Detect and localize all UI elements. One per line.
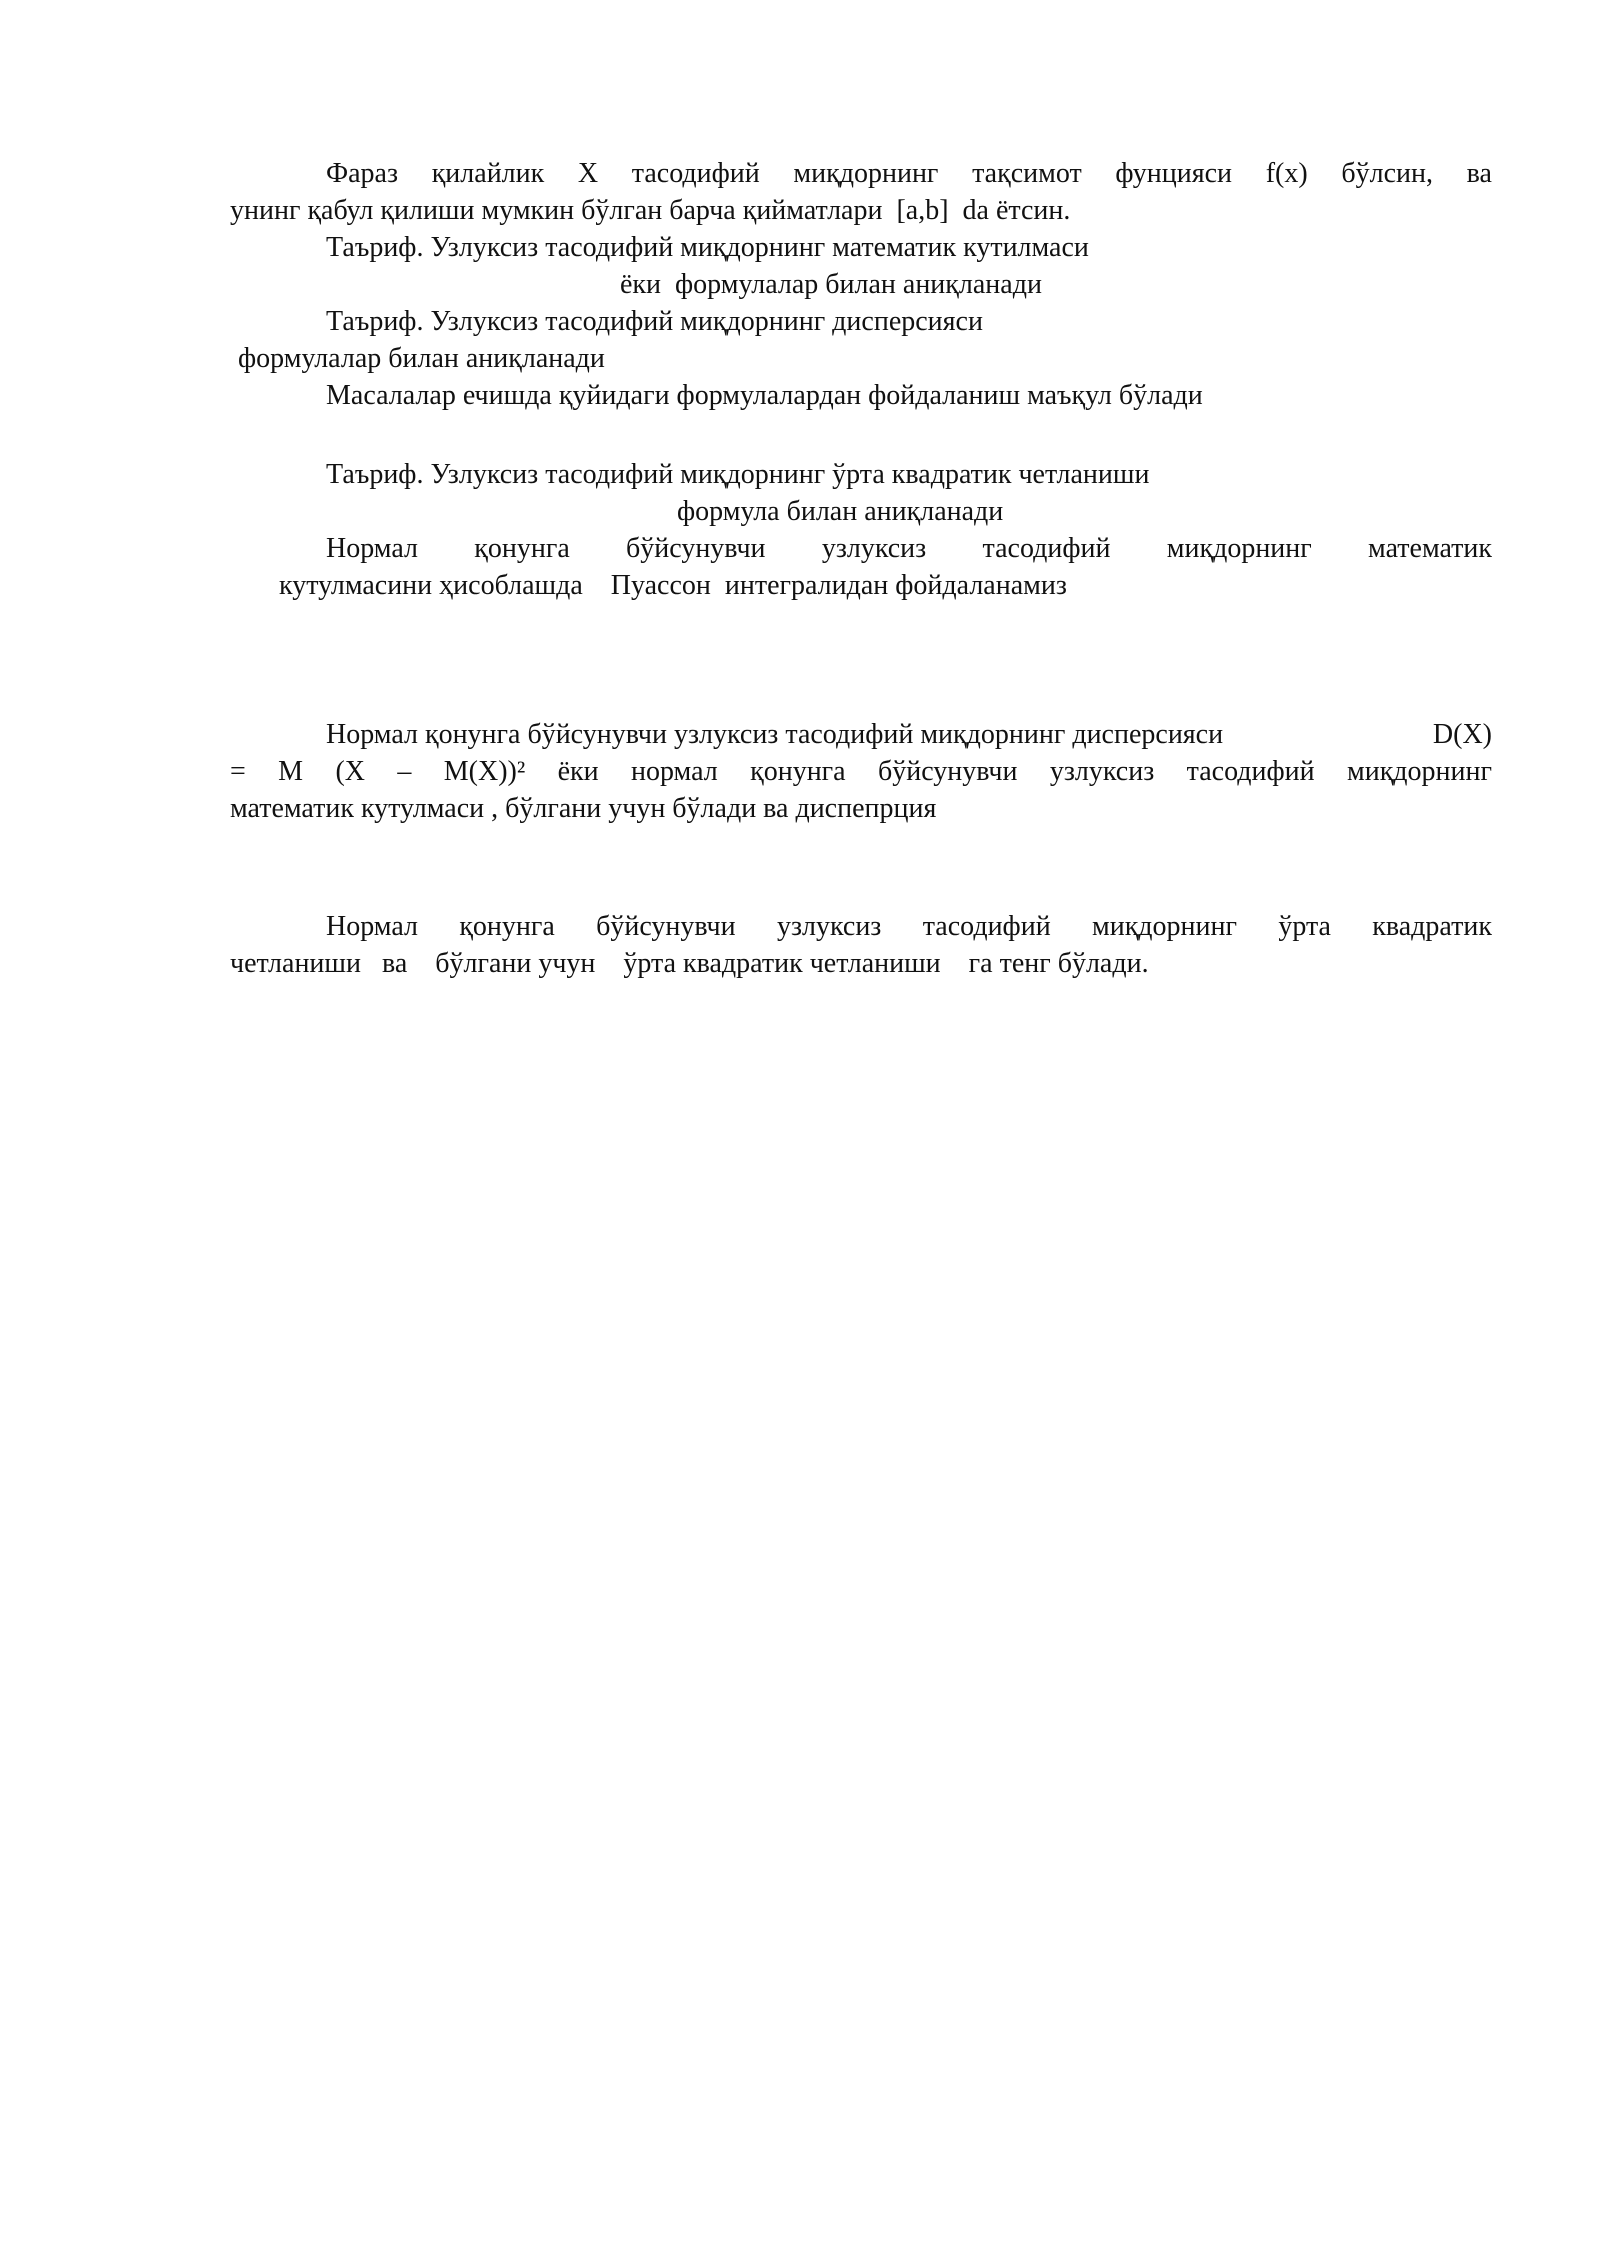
word: ўрта	[1278, 911, 1331, 942]
paragraph-3-line-1	[326, 716, 1492, 753]
word: бўйсунувчи	[596, 911, 736, 942]
definition-expectation-line-1: Таъриф. Узлуксиз тасодифий миқдорнинг математик кутилмаси	[326, 232, 1089, 263]
paragraph-1-line-1	[326, 155, 1492, 192]
word: узлуксиз	[776, 911, 882, 942]
word: тақсимот	[972, 158, 1082, 189]
word: нормал	[631, 756, 718, 787]
definition-expectation-line-2: ёки формулалар билан аниқланади	[620, 269, 1042, 300]
word: –	[397, 756, 412, 787]
word: қонунга	[474, 533, 570, 564]
word: =	[230, 756, 246, 787]
word: Нормал қонунга бўйсунувчи узлуксиз тасодифий миқдорнинг дисперсияси	[326, 719, 1224, 750]
word: Нормал	[326, 533, 418, 564]
word: M	[278, 756, 304, 787]
word: тасодифий	[922, 911, 1051, 942]
word: бўйсунувчи	[626, 533, 766, 564]
word: ёки	[557, 756, 599, 787]
word: миқдорнинг	[1092, 911, 1237, 942]
word: узлуксиз	[821, 533, 927, 564]
word: тасодифий	[982, 533, 1111, 564]
word: математик	[1368, 533, 1492, 564]
definition-std-dev-line-2: формула билан аниқланади	[677, 496, 1004, 527]
word: Фараз	[326, 158, 399, 189]
word: (X	[335, 756, 365, 787]
definition-variance-line-2: формулалар билан аниқланади	[238, 343, 605, 374]
paragraph-4-line-2: четланиши ва бўлгани учун ўрта квадратик четланиши га тенг бўлади.	[230, 948, 1149, 979]
word: қонунга	[750, 756, 846, 787]
word: миқдорнинг	[1166, 533, 1312, 564]
word: қилайлик	[431, 158, 545, 189]
paragraph-1-line-2: унинг қабул қилиши мумкин бўлган барча қийматлари [a,b] da ётсин.	[230, 195, 1071, 226]
word: узлуксиз	[1049, 756, 1155, 787]
paragraph-3-line-2	[230, 753, 1492, 790]
word: X	[577, 158, 599, 189]
paragraph-3-line-3: математик кутулмаси , бўлгани учун бўлади ва диспепрция	[230, 793, 937, 824]
word: бўйсунувчи	[877, 756, 1018, 787]
word: фунцияси	[1115, 158, 1233, 189]
paragraph-2-line-2: кутулмасини ҳисоблашда Пуассон интегралидан фойдаланамиз	[279, 570, 1067, 601]
word: миқдорнинг	[1346, 756, 1492, 787]
word: қонунга	[459, 911, 555, 942]
word: ва	[1466, 158, 1492, 189]
definition-variance-line-1: Таъриф. Узлуксиз тасодифий миқдорнинг дисперсияси	[326, 306, 983, 337]
word: тасодифий	[631, 158, 760, 189]
formula-note: Масалалар ечишда қуйидаги формулалардан фойдаланиш маъқул бўлади	[326, 380, 1203, 411]
word: миқдорнинг	[793, 158, 939, 189]
definition-std-dev-line-1: Таъриф. Узлуксиз тасодифий миқдорнинг ўрта квадратик четланиши	[326, 459, 1150, 490]
word: квадратик	[1372, 911, 1492, 942]
paragraph-2-line-1	[326, 530, 1492, 567]
word: f(x)	[1265, 158, 1308, 189]
word: D(X)	[1432, 719, 1492, 750]
word: тасодифий	[1186, 756, 1315, 787]
word: бўлсин,	[1341, 158, 1433, 189]
paragraph-4-line-1	[326, 908, 1492, 945]
word: Нормал	[326, 911, 418, 942]
word: M(X))²	[443, 756, 526, 787]
